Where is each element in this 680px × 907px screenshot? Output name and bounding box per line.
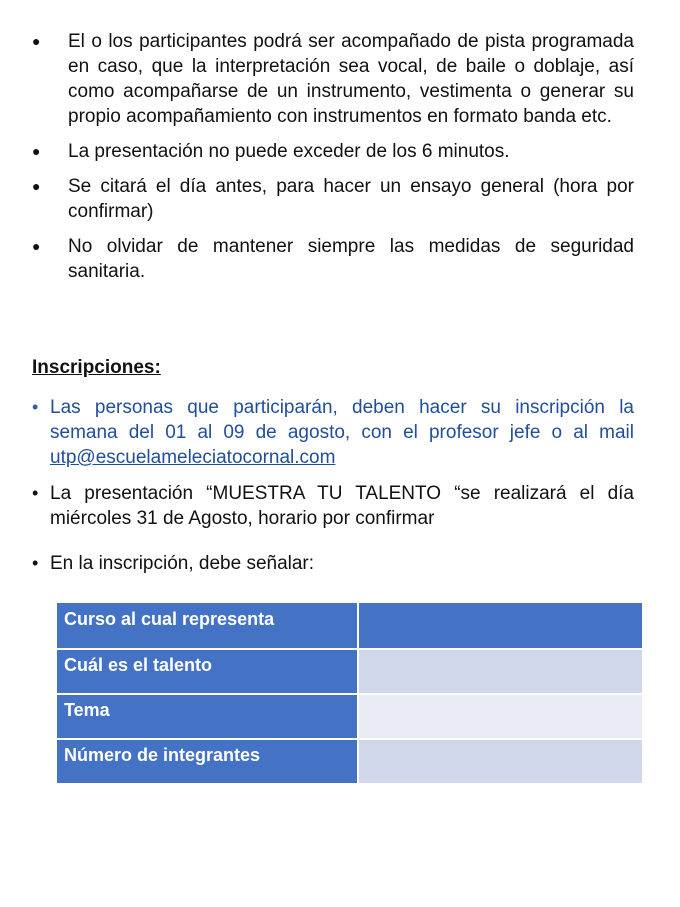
inscripciones-list: [32, 395, 634, 587]
table-row: [56, 694, 643, 739]
row-label: Curso al cual representa: [56, 604, 358, 649]
table-row: [56, 739, 643, 784]
list-item: • En la inscripción, debe señalar:: [32, 553, 315, 574]
row-value: [358, 649, 643, 694]
email-link[interactable]: utp@escuelameleciatocornal.com: [50, 447, 336, 468]
table-row: [56, 604, 643, 649]
row-value: [358, 604, 643, 649]
list-item: ● La presentación no puede exceder de los 6 minutos.: [32, 141, 510, 162]
list-item: ● No olvidar de mantener siempre las medidas de seguridad sanitaria.: [32, 236, 634, 282]
registration-table: [55, 603, 644, 785]
bullet-icon: ●: [32, 143, 41, 159]
row-value: [358, 694, 643, 739]
row-label: Cuál es el talento: [56, 649, 358, 694]
bullet-icon: •: [32, 397, 39, 417]
bullet-icon: •: [32, 553, 39, 573]
inscripciones-heading: Inscripciones:: [32, 357, 161, 378]
row-label: Número de integrantes: [56, 739, 358, 784]
list-item: ● El o los participantes podrá ser acompañado de pista programada en caso, que la interpretación sea vocal, de baile o doblaje, así como acompañarse de un instrumento, vestimenta o generar su propio acompañamiento con instrumentos en formato banda etc.: [32, 31, 634, 127]
table-row: [56, 649, 643, 694]
bullet-icon: •: [32, 483, 39, 503]
requirements-list: [32, 29, 634, 294]
bullet-icon: ●: [32, 238, 41, 254]
row-value: [358, 739, 643, 784]
row-label: Tema: [56, 694, 358, 739]
list-item: ● Se citará el día antes, para hacer un ensayo general (hora por confirmar): [32, 176, 634, 222]
list-item: • Las personas que participarán, deben hacer su inscripción la semana del 01 al 09 de agosto, con el profesor jefe o al mail utp@escuelameleciatocornal.com: [32, 397, 634, 468]
list-item: • La presentación “MUESTRA TU TALENTO “se realizará el día miércoles 31 de Agosto, horario por confirmar: [32, 483, 634, 529]
bullet-icon: ●: [32, 178, 41, 194]
bullet-icon: ●: [32, 33, 41, 49]
